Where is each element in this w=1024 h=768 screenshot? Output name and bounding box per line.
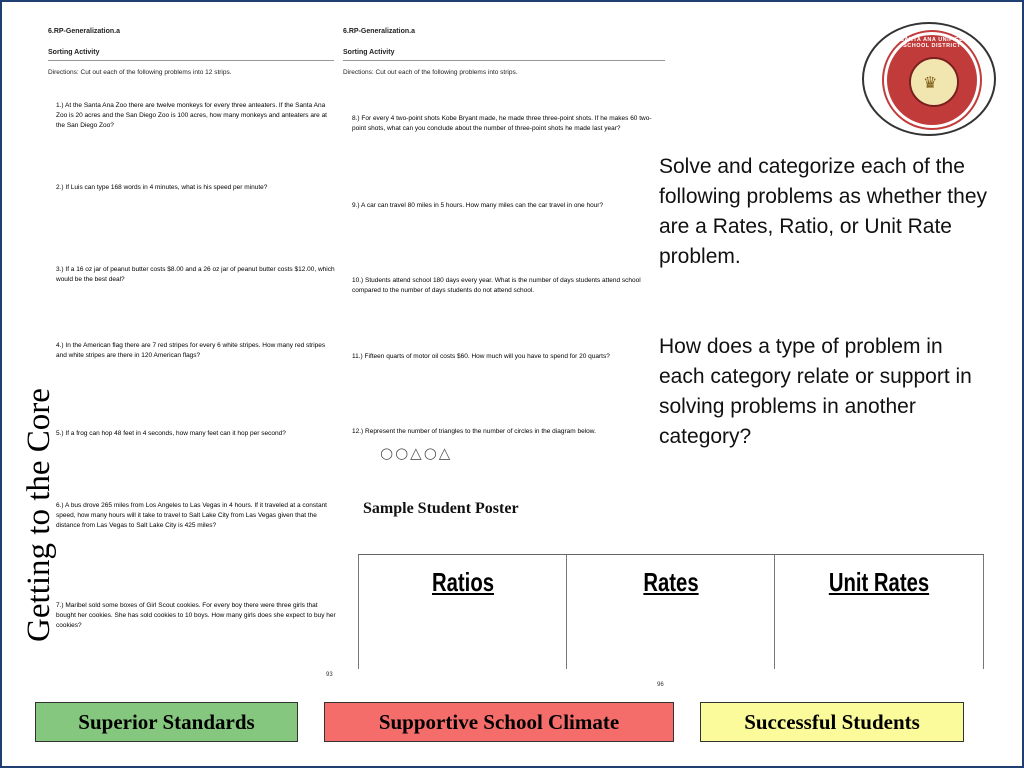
poster-column-rates	[566, 555, 775, 669]
worksheet-directions: Directions: Cut out each of the following problems into 12 strips.	[48, 69, 232, 76]
poster-title: Sample Student Poster	[363, 500, 519, 517]
worksheet-activity: Sorting Activity	[48, 49, 334, 61]
prompt-categorize: Solve and categorize each of the following problems as whether they are a Rates, Ratio, or Unit Rate problem.	[659, 155, 988, 268]
badge-supportive-school-climate: Supportive School Climate	[324, 702, 674, 742]
problem-1: 1.) At the Santa Ana Zoo there are twelve monkeys for every three anteaters. If the Santa Ana Zoo is 20 acres and the San Diego Zoo is 100 acres, how many monkeys and anteaters are at the San Diego Zoo?	[56, 102, 327, 129]
worksheet-left	[48, 28, 334, 76]
lamp-icon: ♛	[923, 75, 938, 92]
badge-successful-students: Successful Students	[700, 702, 964, 742]
logo-ring	[884, 32, 980, 128]
prompt-relate: How does a type of problem in each category relate or support in solving problems in another category?	[659, 335, 972, 448]
poster-heading: Rates	[643, 567, 699, 597]
problem-5: 5.) If a frog can hop 48 feet in 4 seconds, how many feet can it hop per second?	[56, 430, 286, 437]
worksheet-right	[343, 28, 665, 76]
side-title: Getting to the Core	[21, 388, 57, 642]
poster-column-ratios	[358, 555, 567, 669]
problem-4: 4.) In the American flag there are 7 red stripes for every 6 white stripes. How many red stripes and white stripes are there in 120 American flags?	[56, 342, 326, 359]
district-logo	[862, 22, 996, 136]
shape-diagram: ○○△○△	[380, 444, 453, 462]
problem-10: 10.) Students attend school 180 days every year. What is the number of days students attend school compared to the number of days students do not attend school.	[352, 277, 641, 294]
sample-poster	[358, 554, 984, 669]
badge-superior-standards: Superior Standards	[35, 702, 298, 742]
page-number-left: 93	[326, 672, 333, 678]
poster-heading: Ratios	[432, 567, 494, 597]
worksheet-code: 6.RP-Generalization.a	[343, 28, 415, 35]
problem-12: 12.) Represent the number of triangles to the number of circles in the diagram below.	[352, 428, 596, 435]
worksheet-code: 6.RP-Generalization.a	[48, 28, 120, 35]
problem-8: 8.) For every 4 two-point shots Kobe Bryant made, he made three three-point shots. If he makes 60 two-point shots, what can you conclude about the number of three-point shots he made last year?	[352, 115, 652, 132]
worksheet-activity: Sorting Activity	[343, 49, 665, 61]
problem-2: 2.) If Luis can type 168 words in 4 minutes, what is his speed per minute?	[56, 184, 268, 191]
problem-7: 7.) Maribel sold some boxes of Girl Scout cookies. For every boy there were three girls that bought her cookies. She has sold cookies to 10 boys. How many girls does she expect to buy her cookies?	[56, 602, 336, 629]
problem-6: 6.) A bus drove 265 miles from Los Angeles to Las Vegas in 4 hours. If it traveled at a constant speed, how many hours will it take to travel to Salt Lake City from Las Vegas given that the distance from Las Vegas to Salt Lake City is 425 miles?	[56, 502, 327, 529]
problem-9: 9.) A car can travel 80 miles in 5 hours. How many miles can the car travel in one hour?	[352, 202, 604, 209]
logo-text: SANTA ANA UNIFIED SCHOOL DISTRICT	[900, 37, 964, 49]
poster-heading: Unit Rates	[828, 567, 930, 597]
logo-emblem	[909, 57, 959, 107]
problem-3: 3.) If a 16 oz jar of peanut butter costs $8.00 and a 26 oz jar of peanut butter costs $12.00, which would be the best deal?	[56, 266, 335, 283]
page-number-right: 96	[657, 682, 664, 688]
worksheet-directions: Directions: Cut out each of the following problems into strips.	[343, 69, 518, 76]
problem-11: 11.) Fifteen quarts of motor oil costs $60. How much will you have to spend for 20 quarts?	[352, 353, 610, 360]
poster-column-unit-rates	[774, 555, 984, 669]
